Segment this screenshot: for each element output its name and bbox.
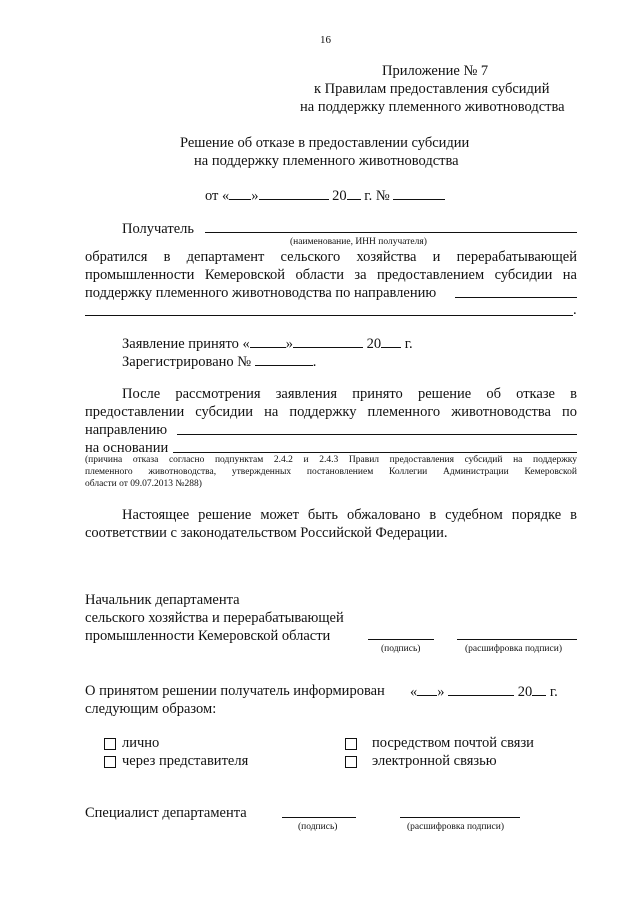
informed-label: О принятом решении получатель информирован bbox=[85, 683, 385, 699]
recipient-name-field[interactable] bbox=[205, 232, 577, 233]
decision-number-blank[interactable] bbox=[393, 185, 445, 200]
head-decode-caption: (расшифровка подписи) bbox=[465, 644, 562, 654]
direction-field-cont[interactable] bbox=[85, 315, 573, 316]
decision-date-line bbox=[205, 185, 445, 206]
document-title: Решение об отказе в предоставлении субсидии bbox=[180, 135, 470, 151]
recipient-text-line3: поддержку племенного животноводства по направлению bbox=[85, 285, 437, 301]
personal-checkbox[interactable] bbox=[104, 738, 116, 750]
recipient-text-line1: обратился в департамент сельского хозяйства и перерабатывающей bbox=[85, 249, 577, 265]
informed-close-quote: » bbox=[437, 684, 445, 700]
option-electronic-label: электронной связью bbox=[372, 753, 497, 769]
head-signature-field[interactable] bbox=[368, 639, 434, 640]
appendix-subject: на поддержку племенного животноводства bbox=[300, 99, 565, 115]
decision-direction-field[interactable] bbox=[177, 434, 577, 435]
informed-open-quote: « bbox=[410, 684, 418, 700]
accepted-month-blank[interactable] bbox=[293, 333, 363, 348]
date-day-blank[interactable] bbox=[229, 185, 251, 200]
date-year-blank[interactable] bbox=[347, 185, 361, 200]
decision-note-line2: племенного животноводства, утвержденных постановлением Коллегии Администрации Кемеровской bbox=[85, 467, 577, 477]
accepted-label: Заявление принято « bbox=[122, 336, 250, 352]
decision-basis-label: на основании bbox=[85, 440, 169, 456]
accepted-day-blank[interactable] bbox=[250, 333, 286, 348]
accepted-year-prefix: 20 bbox=[366, 336, 382, 352]
specialist-decode-field[interactable] bbox=[400, 817, 520, 818]
date-ot-label: от « bbox=[205, 188, 230, 204]
informed-method-label: следующим образом: bbox=[85, 701, 217, 717]
appeal-text-line1: Настоящее решение может быть обжаловано в судебном порядке в bbox=[122, 507, 577, 523]
specialist-label: Специалист департамента bbox=[85, 805, 247, 821]
decision-text-line1: После рассмотрения заявления принято решение об отказе в bbox=[122, 386, 577, 402]
direction-period: . bbox=[573, 302, 577, 318]
appendix-number: Приложение № 7 bbox=[382, 63, 489, 79]
specialist-sign-caption: (подпись) bbox=[298, 822, 338, 832]
specialist-signature-field[interactable] bbox=[282, 817, 356, 818]
informed-year-blank[interactable] bbox=[532, 681, 546, 696]
electronic-checkbox[interactable] bbox=[345, 756, 357, 768]
decision-direction-label: направлению bbox=[85, 422, 168, 438]
informed-year-prefix: 20 bbox=[517, 684, 533, 700]
decision-basis-field[interactable] bbox=[173, 452, 577, 453]
representative-checkbox[interactable] bbox=[104, 756, 116, 768]
accepted-year-blank[interactable] bbox=[381, 333, 401, 348]
recipient-label: Получатель bbox=[122, 221, 194, 237]
informed-month-blank[interactable] bbox=[448, 681, 514, 696]
head-title-line3: промышленности Кемеровской области bbox=[85, 628, 331, 644]
accepted-year-suffix: г. bbox=[404, 336, 413, 352]
decision-text-line2: предоставлении субсидии на поддержку племенного животноводства по bbox=[85, 404, 577, 420]
recipient-caption: (наименование, ИНН получателя) bbox=[290, 237, 427, 247]
date-month-blank[interactable] bbox=[259, 185, 329, 200]
date-close-quote: » bbox=[251, 188, 259, 204]
date-year-prefix: 20 bbox=[332, 188, 347, 204]
post-checkbox[interactable] bbox=[345, 738, 357, 750]
head-title-line2: сельского хозяйства и перерабатывающей bbox=[85, 610, 344, 626]
accepted-close-quote: » bbox=[285, 336, 293, 352]
appendix-rules-ref: к Правилам предоставления субсидий bbox=[314, 81, 550, 97]
registered-line: Зарегистрировано № . bbox=[122, 351, 316, 372]
page-number: 16 bbox=[320, 34, 331, 46]
appeal-text-line2: соответствии с законодательством Российской Федерации. bbox=[85, 525, 448, 541]
direction-field[interactable] bbox=[455, 297, 577, 298]
registered-label: Зарегистрировано № bbox=[122, 354, 252, 370]
specialist-decode-caption: (расшифровка подписи) bbox=[407, 822, 504, 832]
decision-note-line3: области от 09.07.2013 №288) bbox=[85, 479, 202, 489]
informed-day-blank[interactable] bbox=[417, 681, 437, 696]
decision-note-line1: (причина отказа согласно подпунктам 2.4.2 и 2.4.3 Правил предоставления субсидий на поддержку bbox=[85, 455, 577, 465]
informed-year-suffix: г. bbox=[549, 684, 558, 700]
document-title-cont: на поддержку племенного животноводства bbox=[194, 153, 459, 169]
option-post-label: посредством почтой связи bbox=[372, 735, 534, 751]
head-title-line1: Начальник департамента bbox=[85, 592, 240, 608]
option-personal-label: лично bbox=[122, 735, 160, 751]
head-decode-field[interactable] bbox=[457, 639, 577, 640]
registration-number-blank[interactable] bbox=[255, 351, 313, 366]
head-sign-caption: (подпись) bbox=[381, 644, 421, 654]
informed-date bbox=[410, 681, 558, 702]
date-number-label: г. № bbox=[364, 188, 390, 204]
recipient-text-line2: промышленности Кемеровской области за предоставлением субсидии на bbox=[85, 267, 577, 283]
option-representative-label: через представителя bbox=[122, 753, 249, 769]
